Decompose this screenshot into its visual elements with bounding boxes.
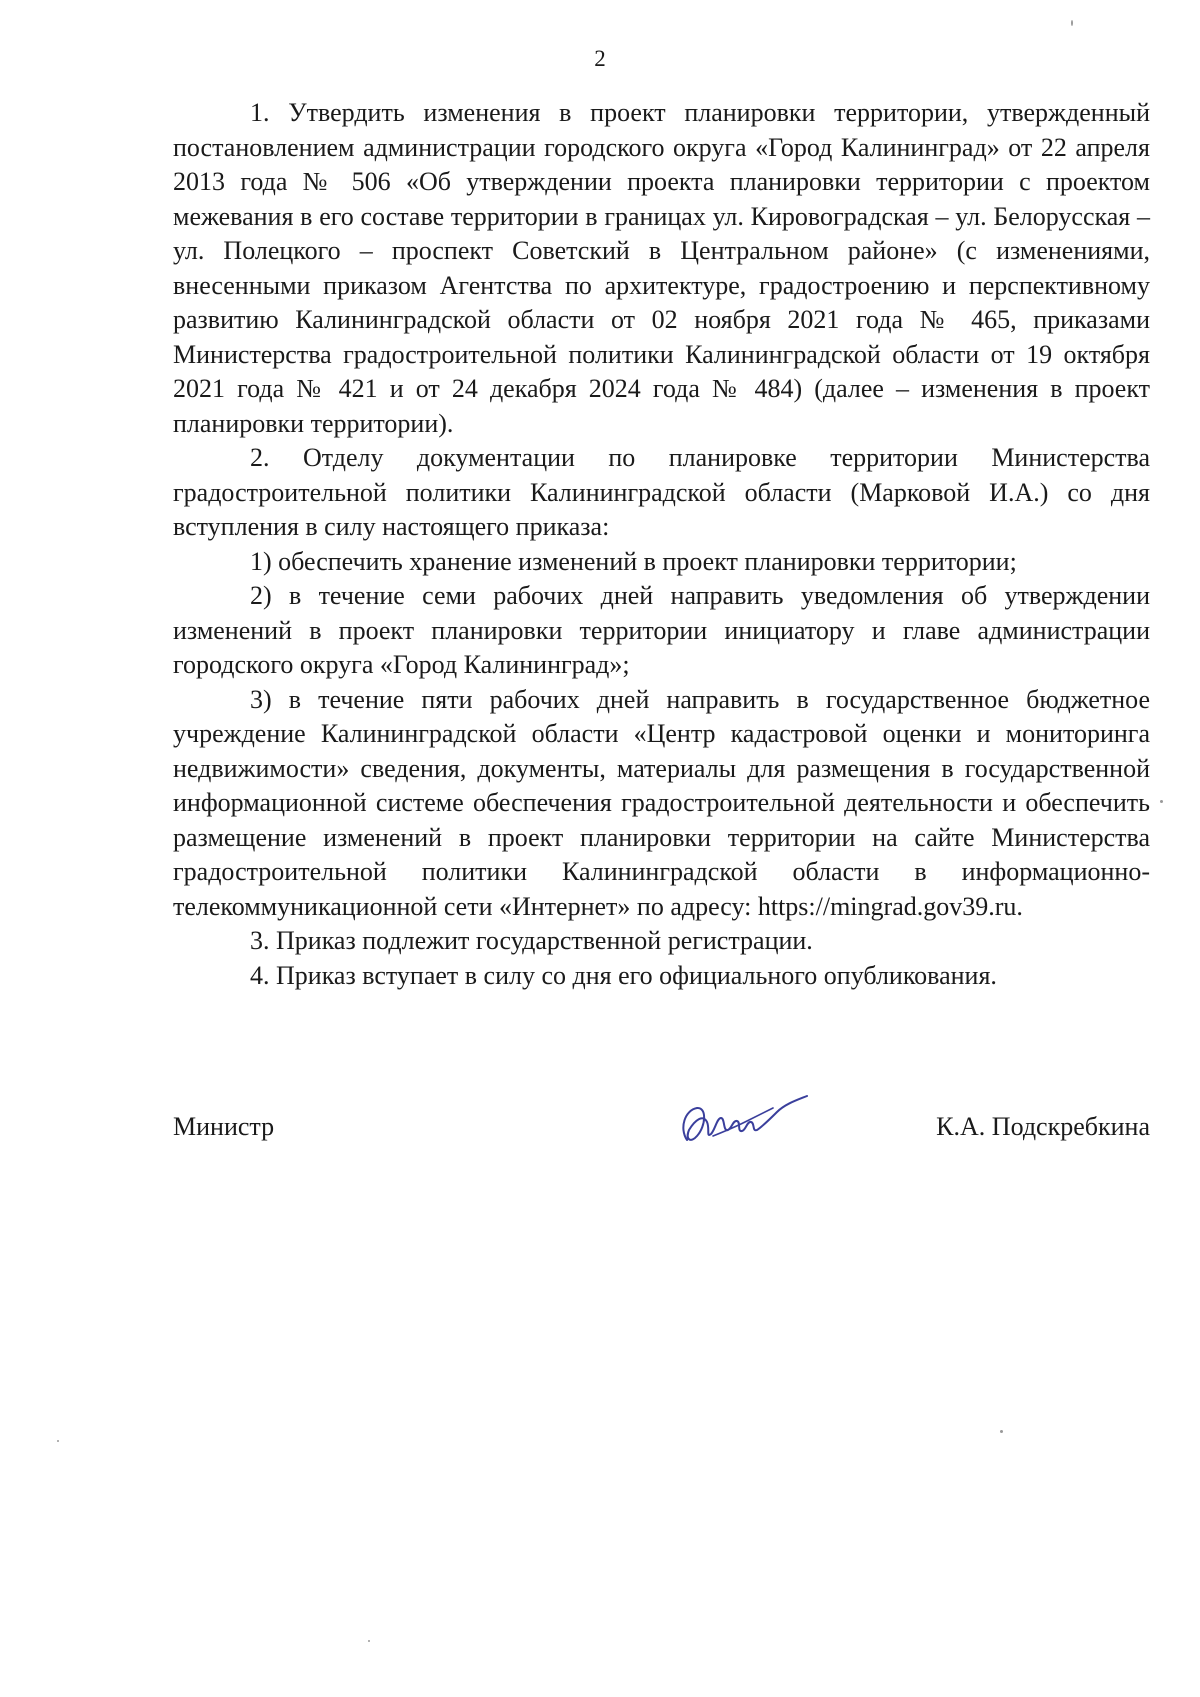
signatory-name: К.А. Подскребкина xyxy=(936,1112,1150,1141)
scan-speck xyxy=(57,1440,59,1442)
scan-speck xyxy=(1071,20,1073,26)
paragraph-4-effective-date: 4. Приказ вступает в силу со дня его официального опубликования. xyxy=(250,960,997,990)
page-number: 2 xyxy=(594,46,606,71)
signature-block xyxy=(173,1096,1150,1156)
scan-speck xyxy=(368,1640,370,1642)
scan-speck xyxy=(1000,1430,1003,1433)
subitem-3-publication: 3) в течение пяти рабочих дней направить в государственное бюджетное учреждение Калининградской области «Центр кадастровой оценки и мониторинга недвижимости» сведения, документы, материалы для размещения в государственной информационной системе обеспечения градостроительной деятельности и обеспечить размещение изменений в проект планировки территории на сайте Министерства градостроительной политики Калининградской области в информационно-телекоммуникационной сети «Интернет» по адресу: https://mingrad.gov39.ru. xyxy=(173,684,1150,921)
signatory-role: Министр xyxy=(173,1112,275,1141)
paragraph-3-registration: 3. Приказ подлежит государственной регистрации. xyxy=(250,926,813,955)
subitem-1-storage: 1) обеспечить хранение изменений в проект планировки территории; xyxy=(250,546,1017,576)
paragraph-2-department-instructions: 2. Отделу документации по планировке территории Министерства градостроительной политики Калининградской области (Марковой И.А.) со дня вступления в силу настоящего приказа: xyxy=(173,443,1150,541)
handwritten-signature xyxy=(673,1088,813,1158)
scan-speck xyxy=(1160,800,1163,803)
paragraph-1-approve-changes: 1. Утвердить изменения в проект планировки территории, утвержденный постановлением администрации городского округа «Город Калининград» от 22 апреля 2013 года № 506 «Об утверждении проекта планировки территории с проектом межевания в его составе территории в границах ул. Кировоградская – ул. Белорусская – ул. Полецкого – проспект Советский в Центральном районе» (с изменениями, внесенными приказом Агентства по архитектуре, градостроению и перспективному развитию Калининградской области от 02 ноября 2021 года № 465, приказами Министерства градостроительной политики Калининградской области от 19 октября 2021 года № 421 и от 24 декабря 2024 года № 484) (далее – изменения в проект планировки территории). xyxy=(173,98,1150,438)
order-body xyxy=(173,96,1150,993)
subitem-2-notifications: 2) в течение семи рабочих дней направить уведомления об утверждении изменений в проект планировки территории инициатору и главе администрации городского округа «Город Калининград»; xyxy=(173,581,1150,679)
